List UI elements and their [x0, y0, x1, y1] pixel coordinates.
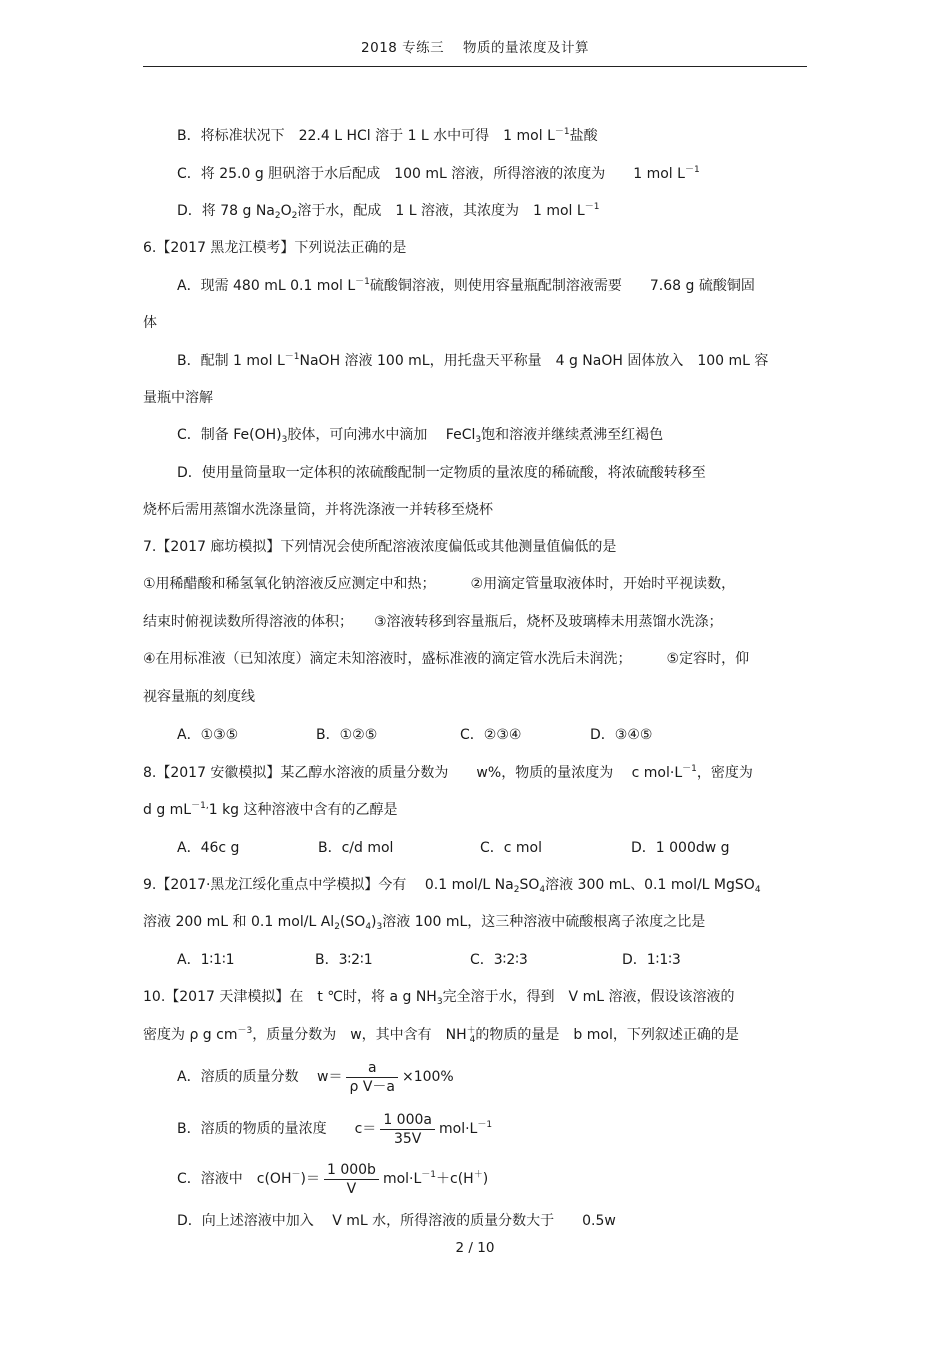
header-divider	[143, 66, 807, 67]
q6-stem: 6.【2017 黑龙江模考】下列说法正确的是	[143, 240, 407, 256]
q6-option-a: A．现需 480 mL 0.1 mol $L^{-1}$硫酸铜溶液，则使用容量瓶配制溶液需要 7.68 g 硫酸铜固	[177, 277, 755, 294]
q5-option-d: D．将 78 g $Na_2O_2$溶于水，配成 1 L 溶液，其浓度为 1 mol $L^{-1}$	[177, 202, 600, 221]
q9-stem: 9.【2017·黑龙江绥化重点中学模拟】今有 0.1 mol/L $Na_2SO_4$溶液 300 mL、0.1 mol/L MgSO$_4$	[143, 877, 761, 895]
page-number: 2 / 10	[455, 1240, 495, 1256]
q8-stem-cont: d g $mL^{-1,}1$ kg 这种溶液中含有的乙醇是	[143, 801, 398, 818]
q7-stem: 7.【2017 廊坊模拟】下列情况会使所配溶液浓度偏低或其他测量值偏低的是	[143, 539, 617, 555]
q7-option-b: B．①②⑤	[316, 727, 378, 743]
fraction: $\frac{1 000a}{35V}$	[380, 1111, 435, 1148]
q10-option-d: D．向上述溶液中加入 V mL 水，所得溶液的质量分数大于 0.5w	[177, 1213, 616, 1229]
q8-stem: 8.【2017 安徽模拟】某乙醇水溶液的质量分数为 w%，物质的量浓度为 c $mol\cdot L^{-1}$，密度为	[143, 764, 753, 781]
q8-option-a: A．46c g	[177, 840, 240, 856]
q8-option-c: C．c mol	[480, 840, 543, 856]
q6-option-d-cont: 烧杯后需用蒸馏水洗涤量筒，并将洗涤液一并转移至烧杯	[143, 502, 493, 518]
q10-option-b: B．溶质的物质的量浓度 c＝ $\frac{1 000a}{35V}$ $mol\cdot L^{-1}$	[177, 1111, 493, 1147]
q6-option-d: D．使用量筒量取一定体积的浓硫酸配制一定物质的量浓度的稀硫酸，将浓硫酸转移至	[177, 465, 706, 481]
q10-stem-cont: 密度为 ρ g $cm^{-3}$，质量分数为 w，其中含有 $NH^+_4$的物质的量是 b mol，下列叙述正确的是	[143, 1026, 739, 1045]
q7-option-a: A．①③⑤	[177, 727, 239, 743]
q9-stem-cont: 溶液 200 mL 和 0.1 mol/L $Al_2(SO_4)_3$溶液 100 mL，这三种溶液中硫酸根离子浓度之比是	[143, 914, 706, 932]
q9-option-b: B．3∶2∶1	[315, 952, 373, 968]
q8-option-d: D．1 000dw g	[631, 840, 730, 856]
q7-line-1: ①用稀醋酸和稀氢氧化钠溶液反应测定中和热； ②用滴定管量取液体时，开始时平视读数，	[143, 576, 736, 592]
page-header-title: 2018 专练三 物质的量浓度及计算	[361, 40, 589, 56]
q8-option-b: B．c/d mol	[318, 840, 394, 856]
q6-option-b: B．配制 1 mol $L^{-1}NaOH$ 溶液 100 mL，用托盘天平称量 4 g NaOH 固体放入 100 mL 容	[177, 352, 769, 369]
q5-option-c: C．将 25.0 g 胆矾溶于水后配成 100 mL 溶液，所得溶液的浓度为 1 mol $L^{-1}$	[177, 165, 700, 182]
q6-option-c: C．制备 $Fe(OH)_3$胶体，可向沸水中滴加 FeCl$_3$饱和溶液并继续煮沸至红褐色	[177, 427, 664, 445]
fraction: $\frac{1 000b}{V}$	[324, 1161, 379, 1198]
q9-option-a: A．1∶1∶1	[177, 952, 235, 968]
q7-line-3: ④在用标准液（已知浓度）滴定未知溶液时，盛标准液的滴定管水洗后未润洗； ⑤定容时，仰	[143, 651, 750, 667]
q10-option-c: C．溶液中 c(OH－)＝ $\frac{1 000b}{V}$ $mol\cdot L^{-1}+c(H^+)$	[177, 1161, 489, 1197]
q10-stem: 10.【2017 天津模拟】在 t ℃时，将 a g $NH_3$完全溶于水，得到 V mL 溶液，假设该溶液的	[143, 989, 735, 1007]
q7-option-d: D．③④⑤	[590, 727, 653, 743]
q9-option-c: C．3∶2∶3	[470, 952, 528, 968]
q7-option-c: C．②③④	[460, 727, 522, 743]
q5-option-b: B．将标准状况下 22.4 L HCl 溶于 1 L 水中可得 1 mol $L^{-1}$盐酸	[177, 127, 598, 144]
q7-line-2: 结束时俯视读数所得溶液的体积； ③溶液转移到容量瓶后，烧杯及玻璃棒未用蒸馏水洗涤；	[143, 614, 723, 630]
fraction: $\frac{a}{\text{ρ V－a}}$	[346, 1059, 398, 1096]
q10-option-a: A．溶质的质量分数 w＝ $\frac{a}{\text{ρ V－a}}$ ×100%	[177, 1059, 454, 1095]
q9-option-d: D．1∶1∶3	[622, 952, 681, 968]
q6-option-a-cont: 体	[143, 315, 157, 331]
q7-line-4: 视容量瓶的刻度线	[143, 689, 255, 705]
q6-option-b-cont: 量瓶中溶解	[143, 390, 213, 406]
